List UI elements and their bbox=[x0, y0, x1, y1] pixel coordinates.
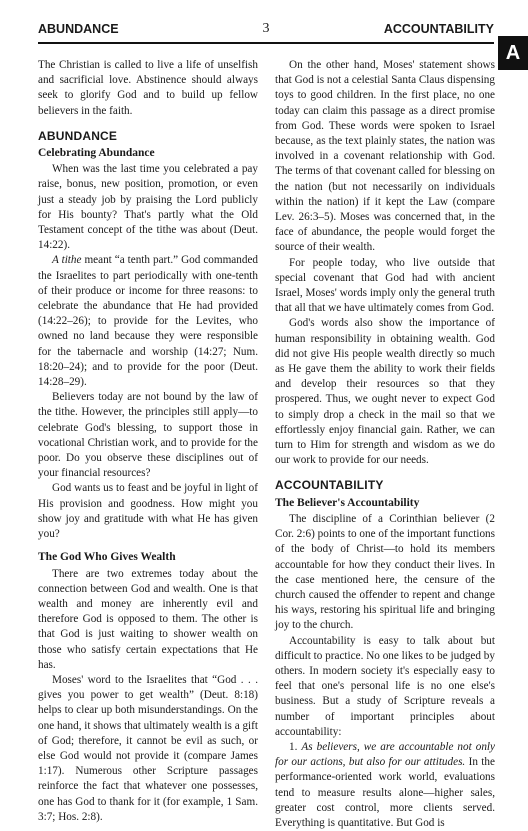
paragraph: Believers today are not bound by the law of the tithe. However, the principles still apply—to celebrate God's blessing, to support those in vocational Christian work, and to provide for the poor. Do you observe these disciplines out of your financial resources? bbox=[38, 391, 258, 480]
page-number: 3 bbox=[262, 21, 270, 36]
emphasis-text: A tithe bbox=[52, 254, 82, 267]
section-heading-accountability: ACCOUNTABILITY bbox=[275, 478, 384, 493]
paragraph: God wants us to feast and be joyful in light of His provision and goodness. How might you show joy and gratitude with what He has given you? bbox=[38, 482, 258, 541]
running-header bbox=[38, 18, 494, 44]
paragraph: Accountability is easy to talk about but difficult to practice. No one likes to be judged by others. In modern society it's especially easy to feel that one's personal life is no one else's business. But a study of Scripture reveals a number of important principles about accountability: bbox=[275, 634, 495, 738]
intro-paragraph: The Christian is called to live a life of unselfish and sacrificial love. Abstinence should always seek to glorify God and to build up fellow believers in the faith. bbox=[38, 59, 258, 117]
paragraph-text: In the performance-oriented work world, evaluations tend to measure results alone—higher sales, greater cost control, more clients served. Everything is quantitative. But God is bbox=[275, 756, 495, 829]
paragraph bbox=[38, 253, 258, 390]
subheading-celebrating-abundance: Celebrating Abundance bbox=[38, 147, 155, 160]
paragraph: The discipline of a Corinthian believer (2 Cor. 2:6) points to one of the important functions of the body of Christ—to hold its members accountable for how they conduct their lives. In the case mentioned here, the censure of the church caused the offender to repent and change his ways, restoring his spiritual life and bringing joy to the church. bbox=[275, 512, 495, 632]
paragraph: God's words also show the importance of human responsibility in obtaining wealth. God did not give His people wealth directly so much as He gave them the ability to work their fields and develop their resources so that they prospered. Thus, we ought never to expect God to simply drop a check in the mail so that we effortlessly enjoy financial gain. Rather, we can turn to Him for strength and wisdom as we do our work to provide for our needs. bbox=[275, 317, 495, 467]
section-heading-abundance: ABUNDANCE bbox=[38, 128, 118, 143]
subheading-believers-accountability: The Believer's Accountability bbox=[275, 496, 420, 509]
subheading-god-who-gives-wealth: The God Who Gives Wealth bbox=[38, 551, 176, 564]
paragraph: On the other hand, Moses' statement shows that God is not a celestial Santa Claus dispensing toys to good children. In the first place, no one today can claim this passage as a direct promise from God. These words were spoken to Israel because, as the text plainly states, the nation was involved in a covenant relationship with God. The terms of that covenant called for blessing on the nation (but not necessarily on individuals within the nation) if it kept the Law (compare Lev. 26:3–5). Moses was concerned that, in the face of abundance, the people would forget the source of their wealth. bbox=[275, 59, 495, 254]
header-left-title: ABUNDANCE bbox=[38, 22, 119, 36]
paragraph-text: meant “a tenth part.” God commanded the Israelites to part periodically with one-tenth of their produce or income for three reasons: to celebrate the abundance that He had provided (14:22–26); to provide for the Levites, who owned no land because they were responsible for the tabernacle and worship (14:27; Num. 18:20–24); and to provide for the poor (Deut. 14:28–29). bbox=[38, 254, 259, 389]
paragraph: Moses' word to the Israelites that “God . . . gives you power to get wealth” (Deut. 8:18) helps to clear up both misunderstandings. On the one hand, it shows that ultimately wealth is a gift of God; therefore, it cannot be evil as such, or else God would not provide it (compare James 1:17). Numerous other Scripture passages reinforce the fact that whatever one possesses, one has God to thank for it (for example, 1 Sam. 3:7; Hos. 2:8). bbox=[38, 673, 258, 823]
right-column bbox=[275, 58, 495, 831]
emphasis-text: As believers, we are accountable not only for our actions, but also for our attitudes. bbox=[275, 740, 495, 769]
paragraph bbox=[275, 740, 495, 831]
left-column bbox=[38, 58, 258, 825]
paragraph: For people today, who live outside that special covenant that God had with ancient Israel, Moses' words imply only the general truth that all that we have ultimately comes from God. bbox=[275, 256, 495, 315]
header-right-title: ACCOUNTABILITY bbox=[383, 22, 494, 36]
letter-thumb-tab: A bbox=[498, 36, 528, 70]
paragraph: There are two extremes today about the connection between God and wealth. One is that wealth and money are inherently evil and therefore God is opposed to them. The other is that God is just waiting to shower wealth on those who satisfy certain expectations that He has. bbox=[38, 567, 258, 671]
list-number: 1. bbox=[289, 740, 302, 753]
paragraph: When was the last time you celebrated a pay raise, bonus, new position, promotion, or even just a steady job by praising the Lord publicly for His bounty? That's partly what the Old Testament concept of the tithe was about (Deut. 14:22). bbox=[38, 163, 258, 252]
